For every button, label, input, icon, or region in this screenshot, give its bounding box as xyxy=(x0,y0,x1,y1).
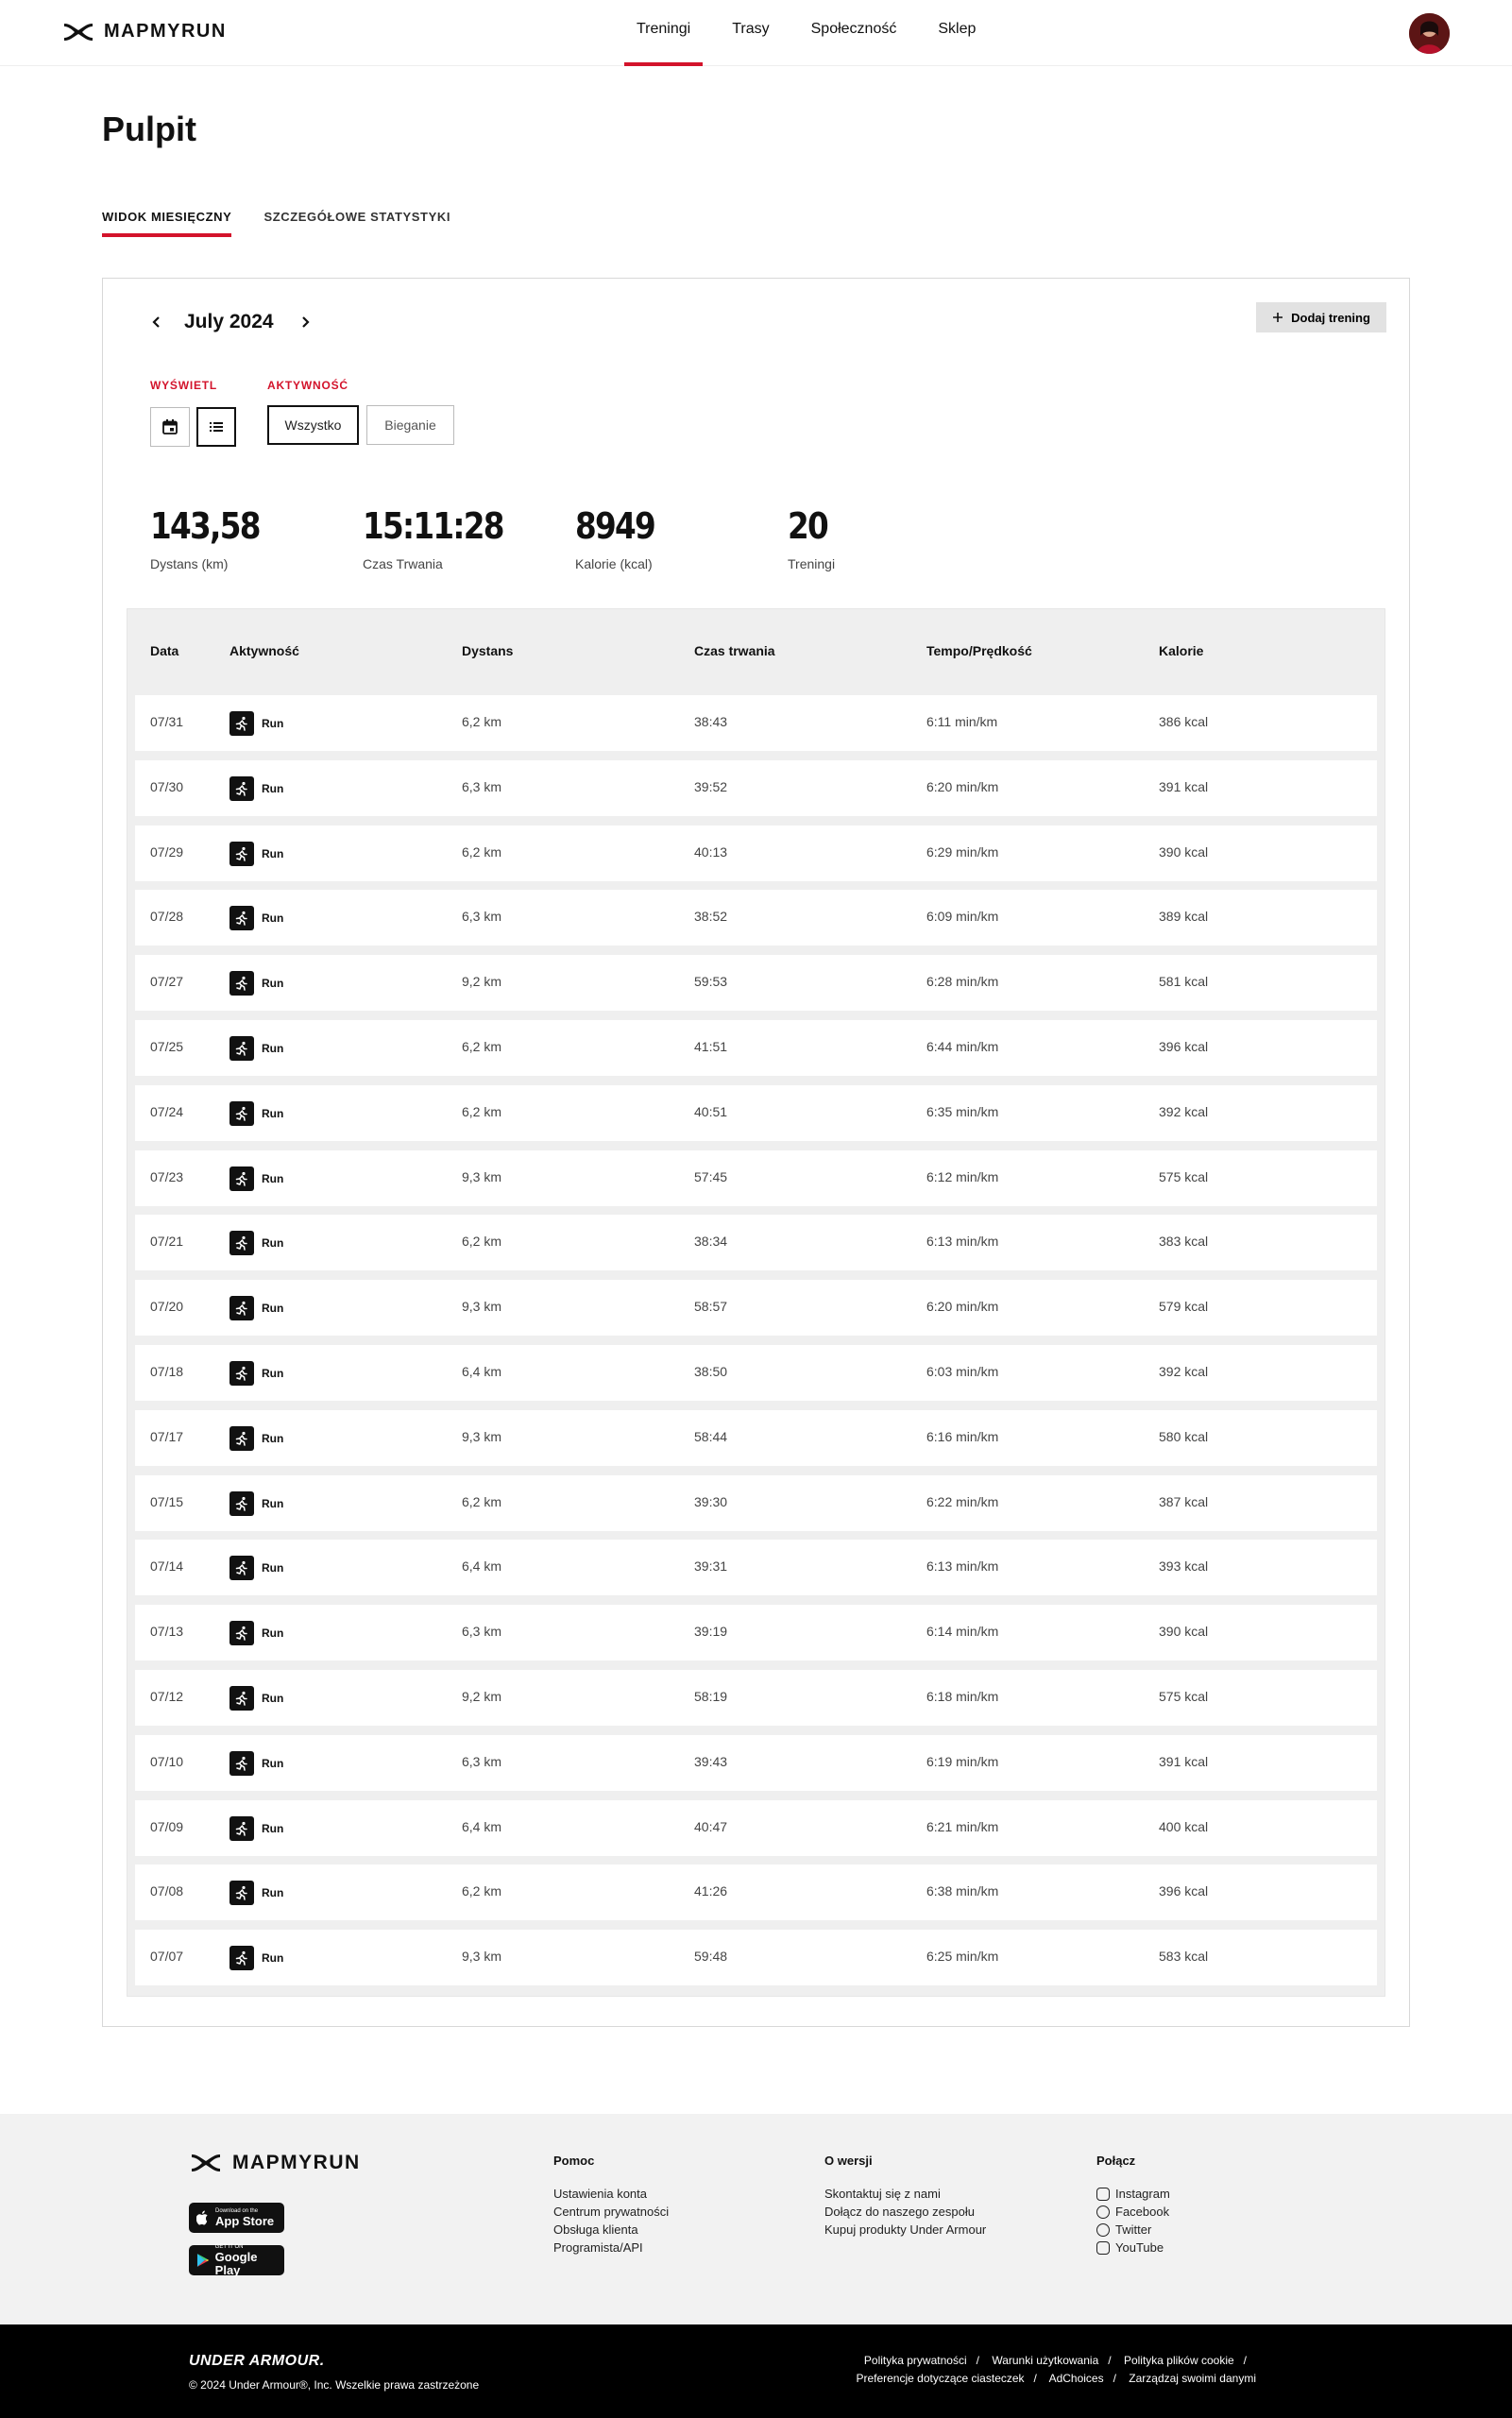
run-icon xyxy=(229,1166,254,1191)
cell-pace: 6:13 min/km xyxy=(926,1234,999,1250)
calendar-icon xyxy=(161,418,178,435)
legal-links: Polityka prywatności / Warunki użytkowania / Polityka plików cookie / Preferencje dotyczące ciasteczek / AdChoices / Zarządzaj swoimi danymi xyxy=(856,2354,1256,2385)
cell-distance: 6,4 km xyxy=(462,1558,502,1575)
header xyxy=(0,0,1512,66)
app-store-badge[interactable] xyxy=(189,2203,284,2233)
cell-pace: 6:29 min/km xyxy=(926,843,999,860)
cell-date: 07/15 xyxy=(150,1493,184,1509)
cell-distance: 6,2 km xyxy=(462,1883,502,1899)
cell-date: 07/13 xyxy=(150,1624,184,1640)
list-icon xyxy=(208,418,225,435)
cell-distance: 6,2 km xyxy=(462,1039,502,1054)
next-month-button[interactable] xyxy=(295,311,317,333)
cell-activity xyxy=(229,971,283,996)
col-date: Data xyxy=(150,643,179,658)
cell-calories: 389 kcal xyxy=(1159,909,1209,925)
run-icon xyxy=(229,1881,254,1905)
cell-calories: 391 kcal xyxy=(1159,1753,1209,1769)
col-distance: Dystans xyxy=(462,643,514,658)
cell-activity xyxy=(229,1426,283,1451)
cell-calories: 390 kcal xyxy=(1159,1624,1209,1640)
cell-calories: 400 kcal xyxy=(1159,1818,1209,1834)
workouts-table xyxy=(127,608,1385,1997)
cell-activity xyxy=(229,1816,283,1841)
copyright: © 2024 Under Armour®, Inc. Wszelkie prawa zastrzeżone xyxy=(189,2378,480,2392)
cell-pace: 6:19 min/km xyxy=(926,1753,999,1769)
cell-pace: 6:03 min/km xyxy=(926,1364,999,1379)
activity-label: Run xyxy=(262,1626,284,1641)
run-icon xyxy=(229,711,254,736)
under-armour-wordmark[interactable]: UNDER ARMOUR. xyxy=(189,2353,325,2369)
footer-connect xyxy=(1096,2154,1170,2256)
youtube-icon xyxy=(1096,2241,1110,2255)
cell-pace: 6:20 min/km xyxy=(926,1299,999,1315)
activity-label: Run xyxy=(262,1302,284,1316)
filter-all-chip[interactable]: Wszystko xyxy=(267,405,359,445)
table-row[interactable] xyxy=(135,695,1377,751)
cell-date: 07/07 xyxy=(150,1949,184,1965)
activity-label: Run xyxy=(262,1821,284,1835)
stat-duration xyxy=(363,505,526,571)
cell-activity xyxy=(229,1231,283,1255)
facebook-icon xyxy=(1096,2205,1110,2219)
app-store-big: App Store xyxy=(215,2213,275,2228)
col-calories: Kalorie xyxy=(1159,643,1204,658)
plus-icon xyxy=(1272,312,1283,323)
youtube-label: YouTube xyxy=(1115,2240,1164,2255)
table-row[interactable] xyxy=(135,1475,1377,1531)
cell-duration: 40:47 xyxy=(694,1818,728,1834)
under-armour-icon xyxy=(189,2153,223,2173)
cell-duration: 39:52 xyxy=(694,778,728,794)
cell-distance: 9,3 km xyxy=(462,1428,502,1444)
cell-distance: 6,3 km xyxy=(462,778,502,794)
cell-activity xyxy=(229,906,283,930)
cell-distance: 6,2 km xyxy=(462,1234,502,1250)
run-icon xyxy=(229,1361,254,1386)
under-armour-icon xyxy=(62,22,94,43)
page-title: Pulpit xyxy=(102,110,196,148)
cell-activity xyxy=(229,1881,283,1905)
stat-value: 20 xyxy=(788,505,828,547)
google-play-badge[interactable] xyxy=(189,2245,284,2275)
cell-activity xyxy=(229,1556,283,1580)
legal-cookie-preferences[interactable]: Preferencje dotyczące ciasteczek xyxy=(856,2372,1025,2385)
table-row[interactable] xyxy=(135,1280,1377,1336)
run-icon xyxy=(229,1101,254,1126)
cell-distance: 6,3 km xyxy=(462,909,502,925)
stat-calories xyxy=(575,505,668,571)
cell-calories: 579 kcal xyxy=(1159,1299,1209,1315)
run-icon xyxy=(229,971,254,996)
footer-link-instagram[interactable] xyxy=(1096,2185,1170,2203)
run-icon xyxy=(229,1621,254,1645)
cell-date: 07/12 xyxy=(150,1689,184,1704)
stat-value: 15:11:28 xyxy=(363,505,503,547)
table-row[interactable] xyxy=(135,1085,1377,1141)
prev-month-button[interactable] xyxy=(144,311,167,333)
footer-help xyxy=(553,2154,669,2256)
col-duration: Czas trwania xyxy=(694,643,775,658)
cell-activity xyxy=(229,1296,283,1320)
cell-calories: 383 kcal xyxy=(1159,1234,1209,1250)
cell-pace: 6:22 min/km xyxy=(926,1493,999,1509)
activity-label: Run xyxy=(262,1171,284,1185)
filter-running-chip[interactable]: Bieganie xyxy=(366,405,454,445)
run-icon xyxy=(229,1491,254,1516)
footer-link-twitter[interactable] xyxy=(1096,2221,1170,2239)
cell-date: 07/14 xyxy=(150,1558,184,1575)
cell-calories: 580 kcal xyxy=(1159,1428,1209,1444)
cell-pace: 6:11 min/km xyxy=(926,714,998,729)
activity-label: Run xyxy=(262,1692,284,1705)
run-icon xyxy=(229,842,254,866)
cell-pace: 6:13 min/km xyxy=(926,1558,999,1575)
cell-calories: 391 kcal xyxy=(1159,778,1209,794)
cell-pace: 6:16 min/km xyxy=(926,1428,999,1444)
apple-icon xyxy=(196,2210,210,2225)
activity-label: Run xyxy=(262,1367,284,1380)
table-row[interactable] xyxy=(135,1670,1377,1726)
activity-label: Run xyxy=(262,1756,284,1770)
cell-duration: 38:34 xyxy=(694,1234,728,1250)
twitter-icon xyxy=(1096,2223,1110,2237)
footer-link-developer-api[interactable]: Programista/API xyxy=(553,2240,643,2255)
legal-bar xyxy=(0,2324,1512,2418)
cell-activity xyxy=(229,1361,283,1386)
cell-activity xyxy=(229,842,283,866)
cell-calories: 386 kcal xyxy=(1159,714,1209,729)
activity-label: Run xyxy=(262,846,284,860)
activity-label: Run xyxy=(262,911,284,926)
cell-activity xyxy=(229,1166,283,1191)
cell-date: 07/29 xyxy=(150,843,184,860)
activity-label: Run xyxy=(262,1042,284,1055)
dashboard-card xyxy=(102,278,1410,2027)
cell-date: 07/27 xyxy=(150,974,184,990)
run-icon xyxy=(229,1556,254,1580)
run-icon xyxy=(229,1686,254,1711)
cell-duration: 57:45 xyxy=(694,1168,728,1184)
cell-pace: 6:38 min/km xyxy=(926,1883,999,1899)
legal-privacy[interactable]: Polityka prywatności xyxy=(863,2354,967,2367)
cell-date: 07/23 xyxy=(150,1168,184,1184)
cell-duration: 58:57 xyxy=(694,1299,728,1315)
run-icon xyxy=(229,906,254,930)
table-row[interactable] xyxy=(135,1020,1377,1076)
footer-logo-text: MAPMYRUN xyxy=(232,2152,361,2173)
main-nav xyxy=(624,0,1005,66)
add-workout-button[interactable] xyxy=(1256,302,1386,332)
cell-duration: 40:13 xyxy=(694,843,728,860)
cell-activity xyxy=(229,1686,283,1711)
cell-date: 07/10 xyxy=(150,1753,184,1769)
cell-pace: 6:09 min/km xyxy=(926,909,999,925)
run-icon xyxy=(229,1816,254,1841)
activity-label: Run xyxy=(262,1106,284,1120)
table-row[interactable] xyxy=(135,955,1377,1011)
footer-logo[interactable] xyxy=(189,2152,361,2174)
cell-calories: 392 kcal xyxy=(1159,1364,1209,1379)
cell-date: 07/21 xyxy=(150,1234,184,1250)
cell-pace: 6:25 min/km xyxy=(926,1949,999,1965)
cell-pace: 6:12 min/km xyxy=(926,1168,999,1184)
run-icon xyxy=(229,1751,254,1776)
col-pace: Tempo/Prędkość xyxy=(926,643,1032,658)
nav-treningi[interactable]: Treningi xyxy=(624,0,703,66)
cell-date: 07/08 xyxy=(150,1883,184,1899)
activity-label: Run xyxy=(262,1886,284,1900)
avatar-image xyxy=(1409,13,1450,54)
table-row[interactable] xyxy=(135,1735,1377,1791)
cell-activity xyxy=(229,1036,283,1061)
table-row[interactable] xyxy=(135,1345,1377,1401)
activity-label: Run xyxy=(262,1431,284,1445)
cell-calories: 393 kcal xyxy=(1159,1558,1209,1575)
activity-label: Run xyxy=(262,781,284,795)
cell-distance: 9,3 km xyxy=(462,1168,502,1184)
app-store-small: Download on the xyxy=(215,2207,259,2214)
footer-connect-title: Połącz xyxy=(1096,2154,1136,2168)
cell-duration: 39:31 xyxy=(694,1558,728,1575)
google-play-small: GET IT ON xyxy=(214,2243,244,2250)
logo-text: MAPMYRUN xyxy=(104,21,227,42)
cell-activity xyxy=(229,711,283,736)
cell-activity xyxy=(229,1946,283,1970)
activity-label: Run xyxy=(262,1236,284,1251)
tab-detailed-stats[interactable]: SZCZEGÓŁOWE STATYSTYKI xyxy=(263,210,451,224)
nav-spolecznosc[interactable]: Społeczność xyxy=(810,21,897,37)
table-row[interactable] xyxy=(135,1215,1377,1270)
cell-date: 07/09 xyxy=(150,1818,184,1834)
run-icon xyxy=(229,776,254,801)
stat-label: Dystans (km) xyxy=(150,556,229,571)
cell-activity xyxy=(229,1101,283,1126)
cell-activity xyxy=(229,1751,283,1776)
cell-duration: 58:19 xyxy=(694,1689,728,1704)
cell-distance: 6,3 km xyxy=(462,1753,502,1769)
footer-link-privacy-center[interactable]: Centrum prywatności xyxy=(553,2205,670,2219)
footer-link-careers[interactable]: Dołącz do naszego zespołu xyxy=(824,2205,975,2219)
cell-date: 07/24 xyxy=(150,1103,184,1119)
month-navigator xyxy=(144,311,317,333)
table-row[interactable] xyxy=(135,1605,1377,1660)
stat-distance xyxy=(150,505,278,571)
footer-link-customer-service[interactable]: Obsługa klienta xyxy=(553,2222,638,2237)
table-row[interactable] xyxy=(135,1540,1377,1595)
table-row[interactable] xyxy=(135,1930,1377,1985)
cell-calories: 583 kcal xyxy=(1159,1949,1209,1965)
legal-manage-data[interactable]: Zarządzaj swoimi danymi xyxy=(1129,2372,1256,2385)
calendar-view-button[interactable] xyxy=(150,407,190,447)
legal-terms[interactable]: Warunki użytkowania xyxy=(992,2354,1099,2367)
cell-duration: 39:30 xyxy=(694,1493,728,1509)
cell-activity xyxy=(229,1491,283,1516)
table-row[interactable] xyxy=(135,760,1377,816)
avatar[interactable] xyxy=(1409,13,1450,54)
table-row[interactable] xyxy=(135,1865,1377,1920)
activity-label: Run xyxy=(262,977,284,991)
cell-activity xyxy=(229,776,283,801)
activity-label: AKTYWNOŚĆ xyxy=(267,379,348,392)
stat-value: 143,58 xyxy=(150,505,260,547)
cell-date: 07/31 xyxy=(150,714,184,729)
run-icon xyxy=(229,1036,254,1061)
run-icon xyxy=(229,1296,254,1320)
mapmyrun-logo[interactable] xyxy=(62,21,227,43)
cell-distance: 6,3 km xyxy=(462,1624,502,1640)
cell-pace: 6:44 min/km xyxy=(926,1039,999,1054)
add-workout-label: Dodaj trening xyxy=(1291,310,1370,325)
activity-label: Run xyxy=(262,717,284,730)
tab-monthly-view[interactable]: WIDOK MIESIĘCZNY xyxy=(102,210,231,237)
stat-label: Treningi xyxy=(788,556,836,571)
cell-duration: 41:26 xyxy=(694,1883,728,1899)
footer-about xyxy=(824,2154,986,2239)
cell-duration: 40:51 xyxy=(694,1103,728,1119)
cell-distance: 9,2 km xyxy=(462,974,502,990)
activity-label: Run xyxy=(262,1496,284,1510)
cell-duration: 59:48 xyxy=(694,1949,728,1965)
cell-calories: 581 kcal xyxy=(1159,974,1209,990)
cell-duration: 39:43 xyxy=(694,1753,728,1769)
cell-calories: 575 kcal xyxy=(1159,1689,1209,1704)
twitter-label: Twitter xyxy=(1115,2222,1152,2237)
cell-date: 07/25 xyxy=(150,1039,184,1054)
activity-label: Run xyxy=(262,1951,284,1966)
cell-pace: 6:14 min/km xyxy=(926,1624,999,1640)
table-row[interactable] xyxy=(135,890,1377,945)
table-row[interactable] xyxy=(135,1410,1377,1466)
table-header xyxy=(127,609,1385,694)
cell-distance: 6,2 km xyxy=(462,1493,502,1509)
table-row[interactable] xyxy=(135,1800,1377,1856)
stat-workouts xyxy=(788,505,835,571)
facebook-label: Facebook xyxy=(1115,2205,1170,2219)
cell-pace: 6:20 min/km xyxy=(926,778,999,794)
cell-distance: 9,3 km xyxy=(462,1299,502,1315)
run-icon xyxy=(229,1231,254,1255)
legal-cookie-policy[interactable]: Polityka plików cookie xyxy=(1123,2354,1234,2367)
cell-calories: 390 kcal xyxy=(1159,843,1209,860)
cell-duration: 58:44 xyxy=(694,1428,728,1444)
chevron-left-icon xyxy=(150,315,161,329)
table-row[interactable] xyxy=(135,826,1377,881)
footer xyxy=(0,2114,1512,2324)
cell-date: 07/18 xyxy=(150,1364,184,1379)
cell-calories: 396 kcal xyxy=(1159,1039,1209,1054)
cell-distance: 9,3 km xyxy=(462,1949,502,1965)
legal-adchoices[interactable]: AdChoices xyxy=(1048,2372,1104,2385)
footer-link-contact[interactable]: Skontaktuj się z nami xyxy=(824,2187,941,2201)
cell-calories: 387 kcal xyxy=(1159,1493,1209,1509)
cell-date: 07/17 xyxy=(150,1428,184,1444)
cell-distance: 6,4 km xyxy=(462,1364,502,1379)
dashboard-tabs xyxy=(102,210,450,237)
cell-duration: 38:52 xyxy=(694,909,728,925)
cell-pace: 6:18 min/km xyxy=(926,1689,999,1704)
cell-activity xyxy=(229,1621,283,1645)
cell-distance: 6,2 km xyxy=(462,843,502,860)
cell-calories: 396 kcal xyxy=(1159,1883,1209,1899)
nav-trasy[interactable]: Trasy xyxy=(732,21,770,37)
instagram-icon xyxy=(1096,2188,1110,2201)
cell-duration: 39:19 xyxy=(694,1624,728,1640)
footer-link-youtube[interactable] xyxy=(1096,2239,1170,2256)
cell-calories: 575 kcal xyxy=(1159,1168,1209,1184)
stat-value: 8949 xyxy=(575,505,655,547)
cell-distance: 6,4 km xyxy=(462,1818,502,1834)
cell-date: 07/28 xyxy=(150,909,184,925)
cell-duration: 41:51 xyxy=(694,1039,728,1054)
footer-about-title: O wersji xyxy=(824,2154,873,2168)
chevron-right-icon xyxy=(300,315,312,329)
footer-link-facebook[interactable] xyxy=(1096,2203,1170,2221)
run-icon xyxy=(229,1946,254,1970)
cell-duration: 38:43 xyxy=(694,714,728,729)
list-view-button[interactable] xyxy=(196,407,236,447)
activity-label: Run xyxy=(262,1561,284,1575)
cell-distance: 6,2 km xyxy=(462,1103,502,1119)
table-row[interactable] xyxy=(135,1150,1377,1206)
cell-date: 07/30 xyxy=(150,778,184,794)
google-play-big: Google Play xyxy=(214,2249,258,2277)
cell-distance: 9,2 km xyxy=(462,1689,502,1704)
cell-distance: 6,2 km xyxy=(462,714,502,729)
instagram-label: Instagram xyxy=(1115,2187,1170,2201)
cell-duration: 38:50 xyxy=(694,1364,728,1379)
cell-calories: 392 kcal xyxy=(1159,1103,1209,1119)
nav-sklep[interactable]: Sklep xyxy=(938,21,977,37)
stat-label: Kalorie (kcal) xyxy=(575,556,653,571)
run-icon xyxy=(229,1426,254,1451)
cell-date: 07/20 xyxy=(150,1299,184,1315)
footer-help-title: Pomoc xyxy=(553,2154,595,2168)
cell-duration: 59:53 xyxy=(694,974,728,990)
footer-link-account-settings[interactable]: Ustawienia konta xyxy=(553,2187,647,2201)
google-play-icon xyxy=(196,2253,210,2268)
cell-pace: 6:21 min/km xyxy=(926,1818,999,1834)
footer-link-shop-ua[interactable]: Kupuj produkty Under Armour xyxy=(824,2222,987,2237)
col-activity: Aktywność xyxy=(229,643,299,658)
cell-pace: 6:28 min/km xyxy=(926,974,999,990)
stat-label: Czas Trwania xyxy=(363,556,443,571)
month-label: July 2024 xyxy=(184,311,274,332)
cell-pace: 6:35 min/km xyxy=(926,1103,999,1119)
view-label: WYŚWIETL xyxy=(150,379,218,392)
